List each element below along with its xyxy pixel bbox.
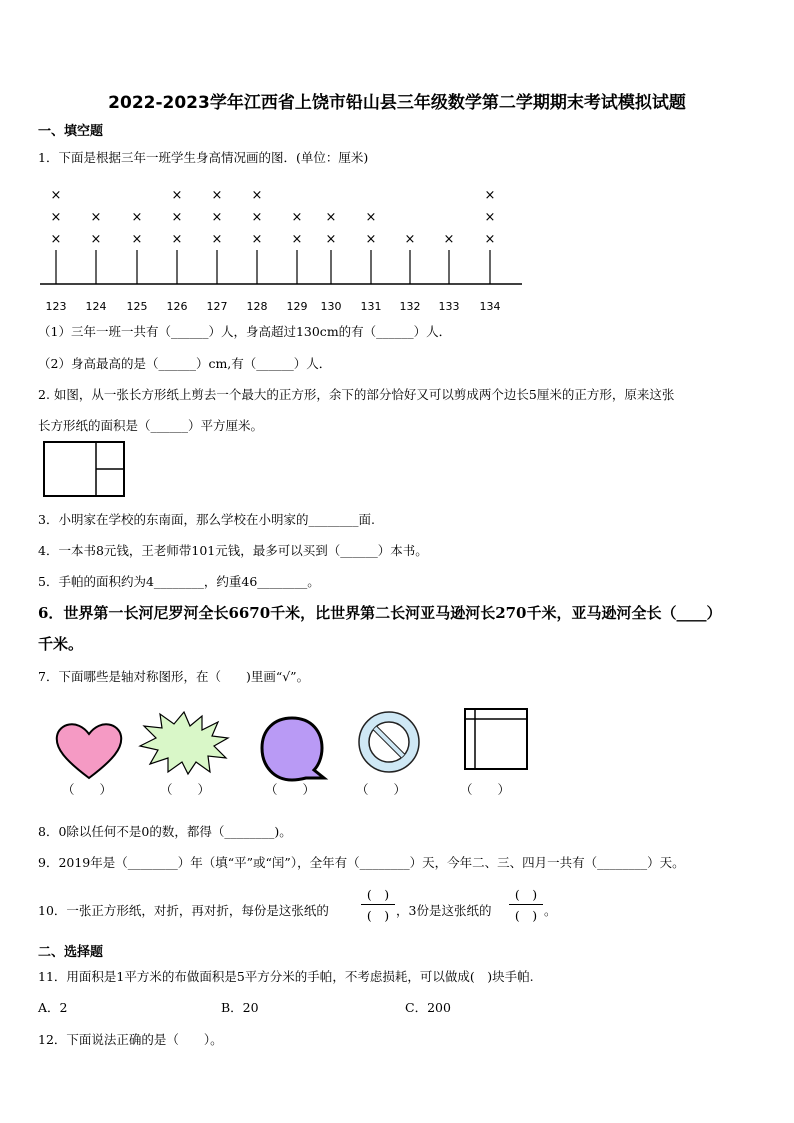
chart-point: × bbox=[50, 210, 62, 225]
height-chart bbox=[0, 180, 560, 320]
square-frame-shape bbox=[464, 708, 530, 772]
chart-point: × bbox=[291, 210, 303, 225]
page-title: 2022-2023学年江西省上饶市铅山县三年级数学第二学期期末考试模拟试题 bbox=[108, 93, 686, 113]
chart-point: × bbox=[484, 232, 496, 247]
chart-point: × bbox=[131, 232, 143, 247]
heart-shape bbox=[55, 720, 123, 780]
chart-point: × bbox=[251, 188, 263, 203]
question-5: 5．手帕的面积约为4________，约重46________。 bbox=[38, 574, 320, 589]
question-8: 8．0除以任何不是0的数，都得（________)。 bbox=[38, 824, 292, 839]
chart-tick-label: 134 bbox=[479, 300, 501, 313]
chart-tick-label: 131 bbox=[360, 300, 382, 313]
chart-point: × bbox=[325, 232, 337, 247]
fraction-2[interactable] bbox=[509, 885, 543, 924]
question-3: 3．小明家在学校的东南面，那么学校在小明家的________面. bbox=[38, 512, 375, 527]
chart-point: × bbox=[90, 232, 102, 247]
section-multiple-choice: 二、选择题 bbox=[38, 945, 104, 960]
fraction-2-numerator: ( ) bbox=[514, 887, 538, 902]
fraction-1-bar bbox=[361, 904, 395, 905]
chart-tick-label: 125 bbox=[126, 300, 148, 313]
question-10-mid: ，3份是这张纸的 bbox=[396, 903, 492, 918]
chart-point: × bbox=[50, 232, 62, 247]
question-2-line-2: 长方形纸的面积是（______）平方厘米。 bbox=[38, 418, 264, 433]
starburst-shape bbox=[138, 710, 230, 774]
option-a[interactable]: A．2 bbox=[38, 1000, 68, 1015]
question-4: 4．一本书8元钱，王老师带101元钱，最多可以买到（______）本书。 bbox=[38, 543, 428, 558]
section-fill-in: 一、填空题 bbox=[38, 124, 104, 139]
fraction-1[interactable] bbox=[361, 885, 395, 924]
question-9: 9．2019年是（________）年（填“平”或“闰”），全年有（________）天，今年二、三、四月一共有（________）天。 bbox=[38, 855, 685, 870]
option-b[interactable]: B．20 bbox=[221, 1000, 259, 1015]
chart-tick-label: 126 bbox=[166, 300, 188, 313]
question-2-line-1: 2. 如图，从一张长方形纸上剪去一个最大的正方形，余下的部分恰好又可以剪成两个边长5厘米的正方形，原来这张 bbox=[38, 387, 675, 402]
fraction-2-bar bbox=[509, 904, 543, 905]
chart-tick-label: 133 bbox=[438, 300, 460, 313]
fraction-2-denominator: ( ) bbox=[514, 908, 538, 923]
chart-point: × bbox=[484, 188, 496, 203]
chart-point: × bbox=[443, 232, 455, 247]
question-1-part-2: （2）身高最高的是（______）cm,有（______）人． bbox=[38, 356, 332, 371]
chart-point: × bbox=[131, 210, 143, 225]
chart-tick-label: 132 bbox=[399, 300, 421, 313]
chart-point: × bbox=[365, 210, 377, 225]
fraction-1-denominator: ( ) bbox=[366, 908, 390, 923]
answer-paren-5[interactable]: （ ） bbox=[460, 782, 511, 797]
chart-point: × bbox=[171, 188, 183, 203]
chart-point: × bbox=[251, 210, 263, 225]
chart-point: × bbox=[90, 210, 102, 225]
speech-bubble-shape bbox=[260, 714, 328, 780]
option-c[interactable]: C．200 bbox=[405, 1000, 451, 1015]
chart-tick-label: 124 bbox=[85, 300, 107, 313]
no-sign-shape bbox=[356, 709, 422, 775]
answer-paren-2[interactable]: （ ） bbox=[160, 782, 211, 797]
chart-point: × bbox=[325, 210, 337, 225]
question-10-post: 。 bbox=[544, 903, 557, 918]
question-6-line-1: 6．世界第一长河尼罗河全长6670千米，比世界第二长河亚马逊河长270千米，亚马逊河全长（____） bbox=[38, 604, 722, 622]
chart-point: × bbox=[211, 210, 223, 225]
chart-tick-label: 129 bbox=[286, 300, 308, 313]
rectangle-figure bbox=[43, 441, 127, 498]
chart-point: × bbox=[291, 232, 303, 247]
answer-paren-1[interactable]: （ ） bbox=[62, 782, 113, 797]
chart-point: × bbox=[171, 210, 183, 225]
chart-point: × bbox=[251, 232, 263, 247]
question-1: 1．下面是根据三年一班学生身高情况画的图．(单位：厘米) bbox=[38, 150, 369, 165]
fraction-1-numerator: ( ) bbox=[366, 887, 390, 902]
chart-point: × bbox=[211, 232, 223, 247]
chart-tick-label: 130 bbox=[320, 300, 342, 313]
question-1-part-1: （1）三年一班一共有（______）人，身高超过130cm的有（______）人． bbox=[38, 324, 452, 339]
chart-point: × bbox=[211, 188, 223, 203]
answer-paren-4[interactable]: （ ） bbox=[356, 782, 407, 797]
answer-paren-3[interactable]: （ ） bbox=[265, 782, 316, 797]
chart-tick-label: 123 bbox=[45, 300, 67, 313]
chart-point: × bbox=[50, 188, 62, 203]
chart-point: × bbox=[404, 232, 416, 247]
chart-point: × bbox=[484, 210, 496, 225]
chart-tick-label: 127 bbox=[206, 300, 228, 313]
chart-point: × bbox=[365, 232, 377, 247]
question-6-line-2: 千米。 bbox=[38, 635, 84, 653]
question-7: 7．下面哪些是轴对称图形，在（ )里画“√”。 bbox=[38, 669, 310, 684]
question-10-pre: 10．一张正方形纸，对折，再对折，每份是这张纸的 bbox=[38, 903, 329, 918]
question-12: 12．下面说法正确的是（ ）。 bbox=[38, 1032, 223, 1047]
chart-point: × bbox=[171, 232, 183, 247]
chart-tick-label: 128 bbox=[246, 300, 268, 313]
question-11: 11．用面积是1平方米的布做面积是5平方分米的手帕，不考虑损耗，可以做成( )块手帕. bbox=[38, 969, 534, 984]
